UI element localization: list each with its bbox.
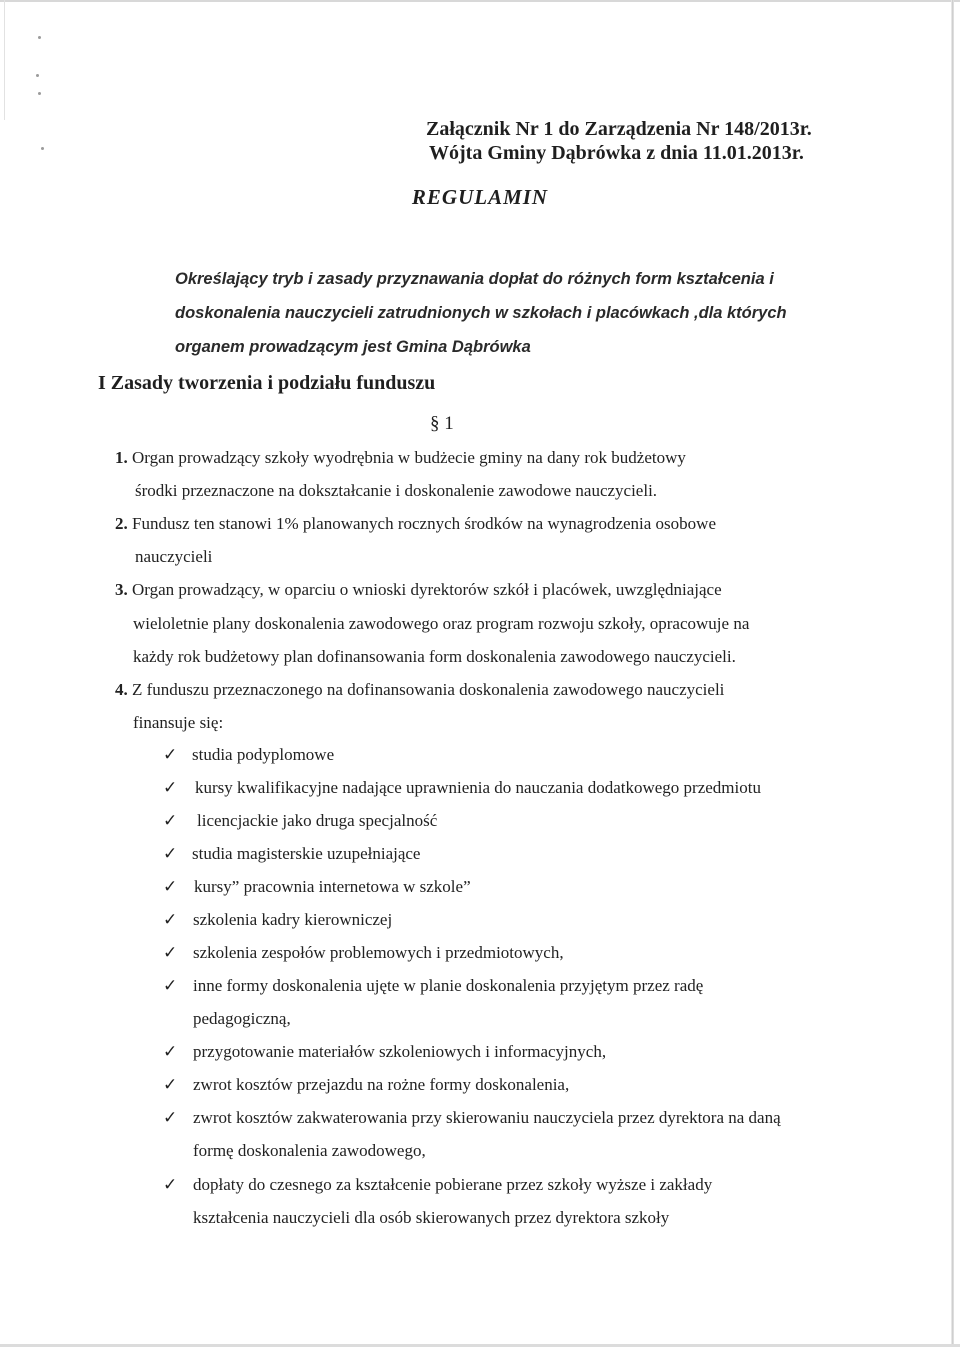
checkmark-icon: ✓ (163, 976, 178, 995)
document-title: REGULAMIN (411, 185, 549, 209)
point-number: 3. (115, 580, 128, 599)
list-item: inne formy doskonalenia ujęte w planie doskonalenia przyjętym przez radę (193, 976, 704, 995)
list-item-continuation: pedagogiczną, (193, 1009, 291, 1028)
checkmark-icon: ✓ (163, 1042, 178, 1061)
checkmark-icon: ✓ (163, 1108, 178, 1127)
point-3 (115, 580, 722, 600)
list-item: studia magisterskie uzupełniające (192, 844, 421, 863)
checkmark-icon: ✓ (163, 778, 178, 797)
list-item: dopłaty do czesnego za kształcenie pobierane przez szkoły wyższe i zakłady (193, 1175, 713, 1194)
scan-speck (36, 74, 39, 77)
point-3-continuation: wieloletnie plany doskonalenia zawodowego oraz program rozwoju szkoły, opracowuje na (133, 614, 750, 633)
point-1 (115, 448, 686, 468)
list-item: studia podyplomowe (192, 745, 335, 764)
checkmark-icon: ✓ (163, 1075, 178, 1094)
intro-line: Określający tryb i zasady przyznawania dopłat do różnych form kształcenia i (175, 270, 774, 288)
checkmark-icon: ✓ (163, 910, 178, 929)
paragraph-mark: § 1 (430, 413, 454, 434)
checkmark-icon: ✓ (163, 811, 178, 830)
point-3-continuation: każdy rok budżetowy plan dofinansowania form doskonalenia zawodowego nauczycieli. (133, 647, 736, 666)
point-2 (115, 514, 716, 534)
checkmark-icon: ✓ (163, 877, 178, 896)
list-item: kursy kwalifikacyjne nadające uprawnienia do nauczania dodatkowego przedmiotu (195, 778, 761, 797)
point-number: 2. (115, 514, 128, 533)
point-2-continuation: nauczycieli (135, 547, 213, 566)
list-item: przygotowanie materiałów szkoleniowych i informacyjnych, (193, 1042, 607, 1061)
scan-speck (41, 147, 44, 150)
list-item-continuation: kształcenia nauczycieli dla osób skierowanych przez dyrektora szkoły (193, 1208, 670, 1227)
scan-speck (38, 36, 41, 39)
list-item-continuation: formę doskonalenia zawodowego, (193, 1141, 426, 1160)
checkmark-icon: ✓ (163, 943, 178, 962)
list-item: szkolenia zespołów problemowych i przedmiotowych, (193, 943, 564, 962)
point-1-continuation: środki przeznaczone na dokształcanie i doskonalenie zawodowe nauczycieli. (135, 481, 658, 500)
scan-edge-left (4, 0, 5, 120)
list-item: zwrot kosztów zakwaterowania przy skierowaniu nauczyciela przez dyrektora na daną (193, 1108, 781, 1127)
point-text: Organ prowadzący szkoły wyodrębnia w budżecie gminy na dany rok budżetowy (132, 448, 686, 467)
point-number: 1. (115, 448, 128, 467)
header-line-2: Wójta Gminy Dąbrówka z dnia 11.01.2013r. (429, 142, 804, 164)
point-text: Organ prowadzący, w oparciu o wnioski dyrektorów szkół i placówek, uwzględniające (132, 580, 722, 599)
point-4 (115, 680, 724, 700)
point-text: Z funduszu przeznaczonego na dofinansowania doskonalenia zawodowego nauczycieli (132, 680, 725, 699)
checkmark-icon: ✓ (163, 844, 178, 863)
intro-line: doskonalenia nauczycieli zatrudnionych w szkołach i placówkach ,dla których (175, 304, 787, 322)
point-4-continuation: finansuje się: (133, 713, 224, 732)
list-item: licencjackie jako druga specjalność (197, 811, 438, 830)
checkmark-icon: ✓ (163, 1175, 178, 1194)
attachment-header (426, 117, 812, 165)
point-number: 4. (115, 680, 128, 699)
scan-edge-top (0, 0, 960, 2)
intro-line: organem prowadzącym jest Gmina Dąbrówka (175, 338, 531, 356)
point-text: Fundusz ten stanowi 1% planowanych rocznych środków na wynagrodzenia osobowe (132, 514, 716, 533)
header-line-1: Załącznik Nr 1 do Zarządzenia Nr 148/2013r. (426, 118, 812, 140)
list-item: zwrot kosztów przejazdu na rożne formy doskonalenia, (193, 1075, 570, 1094)
list-item: kursy” pracownia internetowa w szkole” (194, 877, 471, 896)
section-heading: I Zasady tworzenia i podziału funduszu (98, 372, 436, 394)
intro-text (175, 262, 855, 364)
checkmark-icon: ✓ (163, 745, 178, 764)
list-item: szkolenia kadry kierowniczej (193, 910, 393, 929)
scan-speck (38, 92, 41, 95)
